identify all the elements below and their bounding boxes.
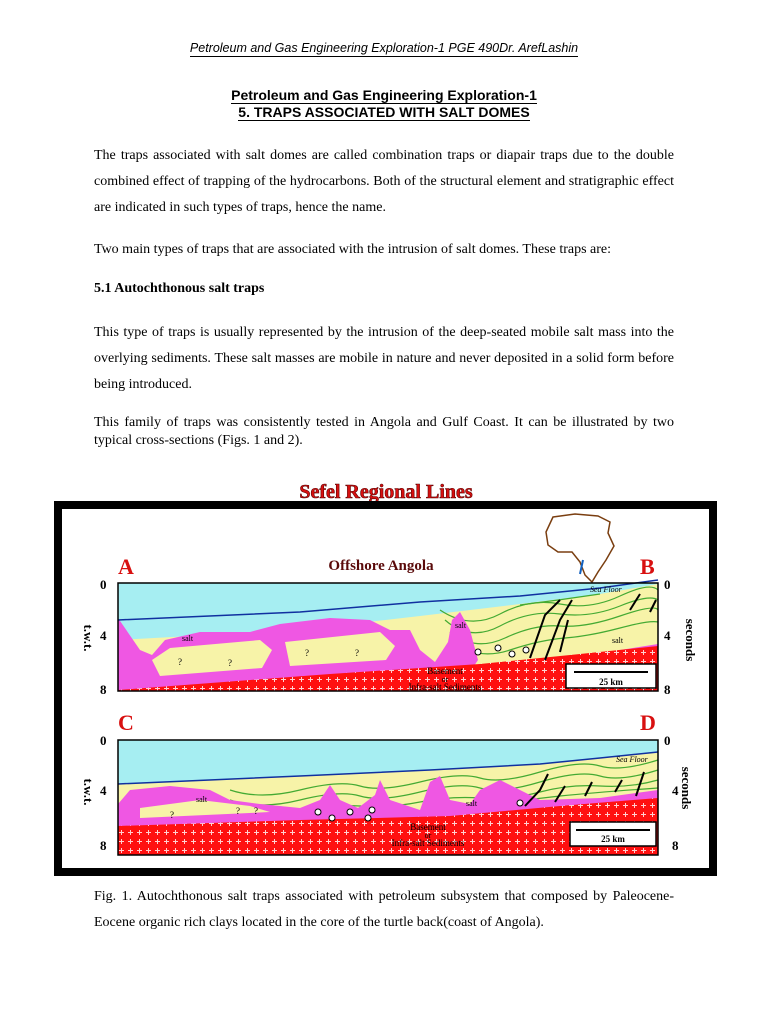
- label-b: B: [640, 554, 655, 579]
- question-mark: ?: [236, 806, 240, 816]
- paragraph-intro: The traps associated with salt domes are called combination traps or diapair traps due to the double combined effect of trapping of the hydrocarbons. Both of the structural element and stratigraphic effect are indicated in such types of traps, hence the name.: [94, 148, 674, 215]
- axis-tick: 8: [100, 838, 107, 853]
- axis-tick: 8: [100, 682, 107, 697]
- basement-label: Basement: [427, 666, 463, 676]
- label-c: C: [118, 710, 134, 735]
- label-a: A: [118, 554, 134, 579]
- axis-tick: 8: [664, 682, 671, 697]
- question-mark: ?: [254, 806, 258, 816]
- paragraph-examples: This family of traps was consistently tested in Angola and Gulf Coast. It can be illustrated by two typical cross-sections (Figs. 1 and 2).: [94, 415, 674, 448]
- left-axis-label: t.w.t.: [81, 778, 96, 806]
- basement-label: Infra-salt Sediments: [391, 838, 465, 848]
- paragraph-types: Two main types of traps that are associated with the intrusion of salt domes. These traps are:: [94, 242, 612, 257]
- basement-label: or: [441, 675, 449, 684]
- svg-text:25 km: 25 km: [599, 677, 623, 687]
- basement-label: Basement: [410, 822, 446, 832]
- figure-title: Sefel Regional Lines: [299, 481, 473, 503]
- figure-salt-cross-sections: [0, 470, 768, 880]
- section-heading: 5.1 Autochthonous salt traps: [94, 281, 265, 296]
- sea-floor-label: Sea Floor: [616, 755, 648, 764]
- paragraph-description: This type of traps is usually represented by the intrusion of the deep-seated mobile salt mass into the overlying sediments. These salt masses are mobile in nature and never deposited in a solid form before being introduced.: [94, 325, 674, 392]
- right-axis-label: seconds: [683, 618, 698, 662]
- axis-tick: 4: [672, 783, 679, 798]
- salt-label: salt: [466, 799, 478, 808]
- right-axis-label: seconds: [679, 766, 694, 810]
- salt-label: salt: [182, 634, 194, 643]
- axis-tick: 0: [100, 577, 107, 592]
- question-mark: ?: [178, 657, 182, 667]
- svg-text:25 km: 25 km: [601, 834, 625, 844]
- left-axis-label: t.w.t.: [81, 624, 96, 652]
- axis-tick: 8: [672, 838, 679, 853]
- figure-caption: Fig. 1. Autochthonous salt traps associated with petroleum subsystem that composed by Paleocene-Eocene organic rich clays located in the core of the turtle back(coast of Angola).: [94, 889, 674, 930]
- sea-floor-label: Sea Floor: [590, 585, 622, 594]
- question-mark: ?: [355, 648, 359, 658]
- axis-tick: 0: [100, 733, 107, 748]
- scale-bar: [570, 822, 656, 846]
- axis-tick: 4: [100, 628, 107, 643]
- axis-tick: 4: [664, 628, 671, 643]
- figure-credit: C.Cramez, 1986: [653, 858, 706, 867]
- salt-label: salt: [455, 621, 467, 630]
- question-mark: ?: [170, 810, 174, 820]
- document-title: Petroleum and Gas Engineering Exploration-1: [231, 87, 537, 103]
- question-mark: ?: [228, 658, 232, 668]
- axis-tick: 0: [664, 577, 671, 592]
- salt-label: salt: [612, 636, 624, 645]
- label-d: D: [640, 710, 656, 735]
- axis-tick: 0: [664, 733, 671, 748]
- section-subtitle: Offshore Angola: [328, 558, 434, 574]
- basement-label: Infra-salt Sediments: [408, 682, 482, 692]
- axis-tick: 4: [100, 783, 107, 798]
- basement-label: or: [424, 831, 432, 840]
- question-mark: ?: [305, 648, 309, 658]
- salt-label: salt: [196, 795, 208, 804]
- chapter-title: 5. TRAPS ASSOCIATED WITH SALT DOMES: [238, 104, 530, 120]
- scale-bar: [566, 664, 656, 688]
- running-header: Petroleum and Gas Engineering Exploration-1 PGE 490Dr. ArefLashin: [189, 41, 579, 55]
